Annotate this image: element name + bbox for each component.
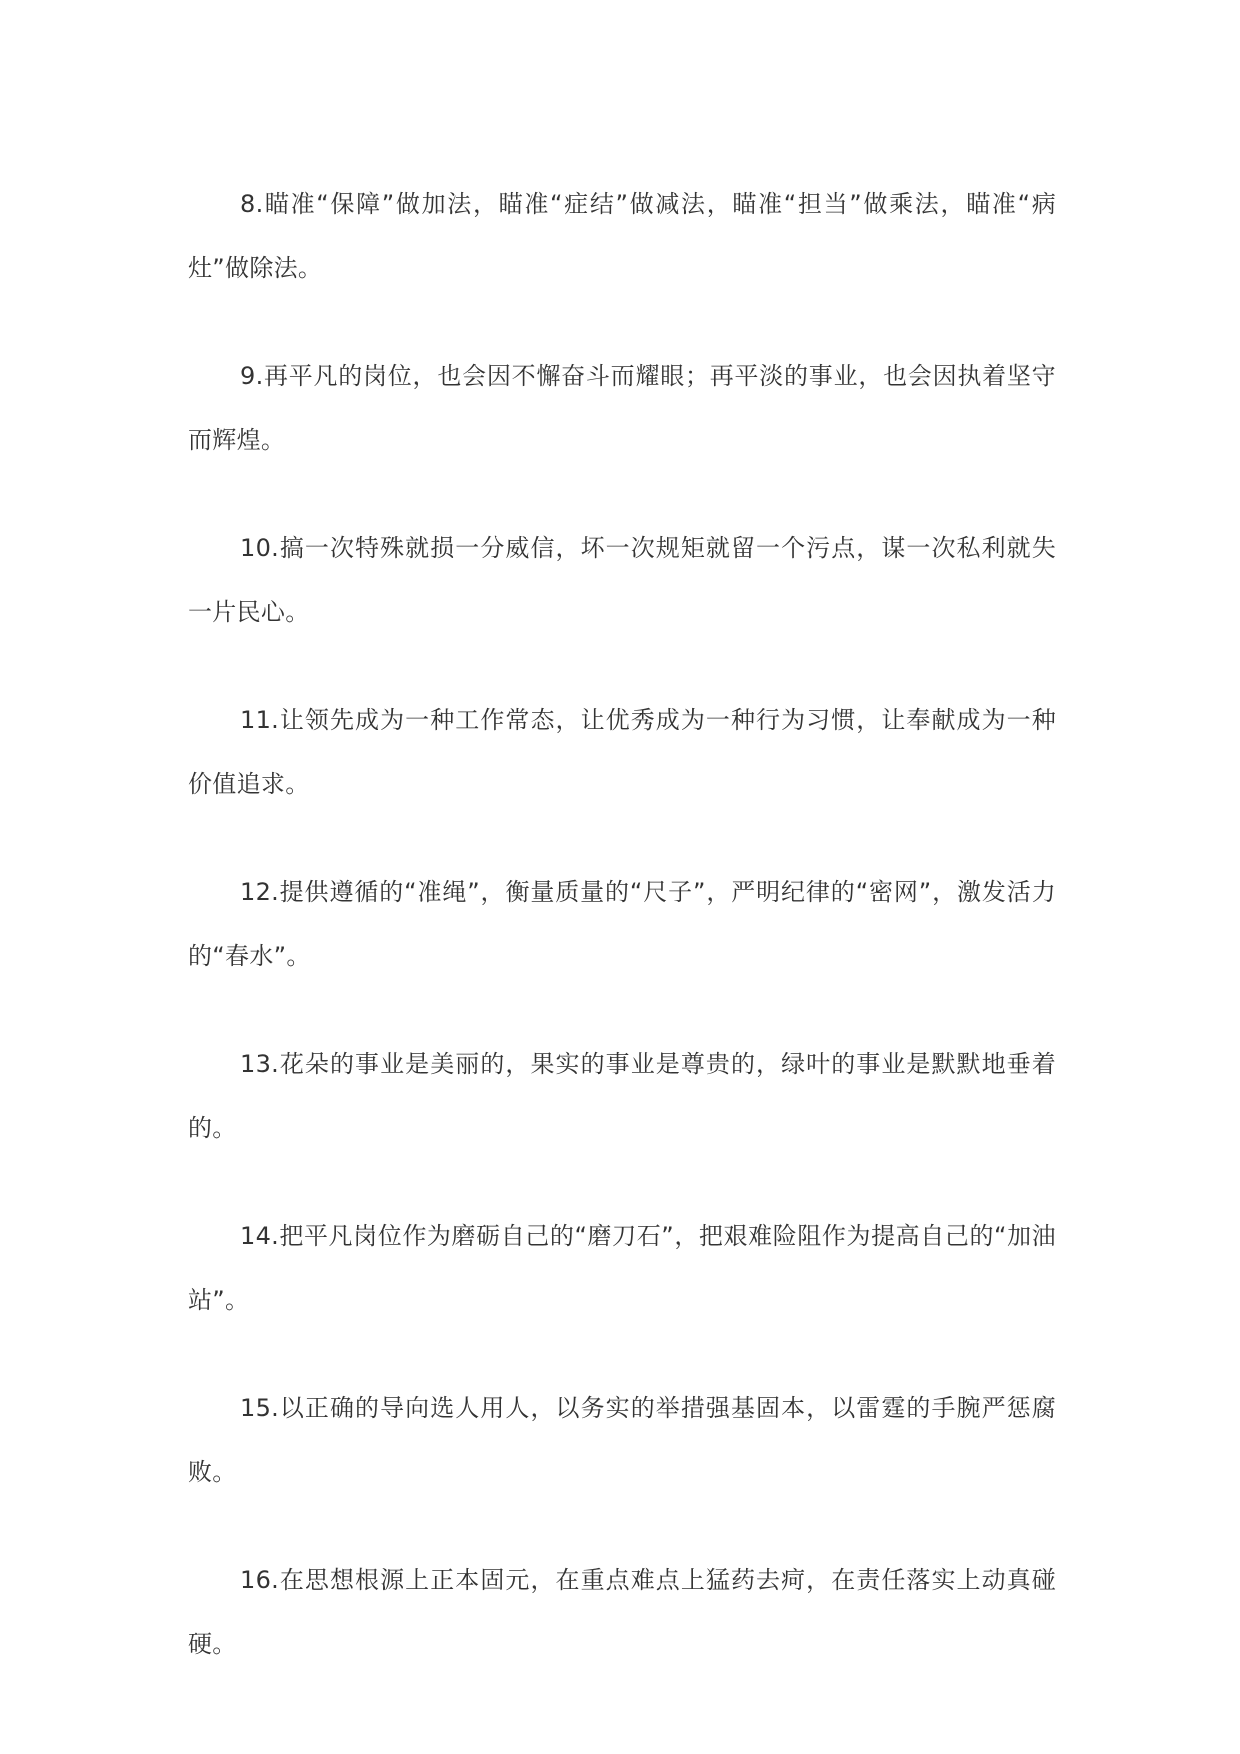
paragraph-9: 9.再平凡的岗位，也会因不懈奋斗而耀眼；再平淡的事业，也会因执着坚守而辉煌。 — [188, 362, 1056, 454]
paragraph-16: 16.在思想根源上正本固元，在重点难点上猛药去疴，在责任落实上动真碰硬。 — [188, 1566, 1056, 1658]
paragraph-14: 14.把平凡岗位作为磨砺自己的“磨刀石”，把艰难险阻作为提高自己的“加油站”。 — [188, 1222, 1056, 1314]
paragraph-12: 12.提供遵循的“准绳”，衡量质量的“尺子”，严明纪律的“密网”，激发活力的“春水”。 — [188, 878, 1056, 970]
document-body — [188, 172, 1056, 1720]
paragraph-15: 15.以正确的导向选人用人，以务实的举措强基固本，以雷霆的手腕严惩腐败。 — [188, 1394, 1056, 1486]
paragraph-13: 13.花朵的事业是美丽的，果实的事业是尊贵的，绿叶的事业是默默地垂着的。 — [188, 1050, 1056, 1142]
paragraph-8: 8.瞄准“保障”做加法，瞄准“症结”做减法，瞄准“担当”做乘法，瞄准“病灶”做除法。 — [188, 190, 1056, 282]
paragraph-10: 10.搞一次特殊就损一分威信，坏一次规矩就留一个污点，谋一次私利就失一片民心。 — [188, 534, 1056, 626]
paragraph-11: 11.让领先成为一种工作常态，让优秀成为一种行为习惯，让奉献成为一种价值追求。 — [188, 706, 1056, 798]
